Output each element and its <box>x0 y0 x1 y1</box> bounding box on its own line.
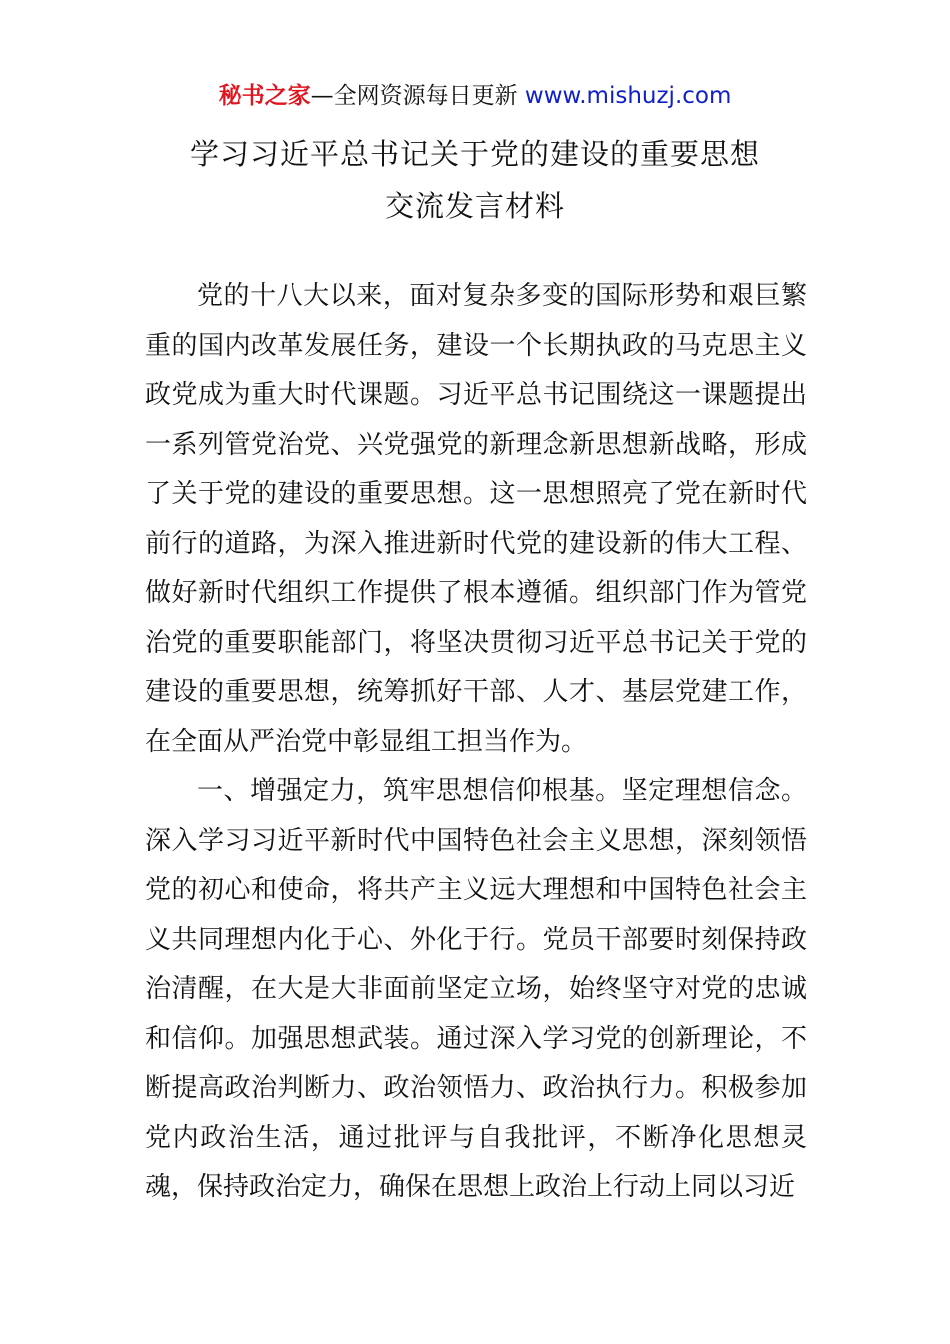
site-header-banner <box>0 80 950 112</box>
document-body <box>145 272 807 1213</box>
body-paragraph-intro: 党的十八大以来，面对复杂多变的国际形势和艰巨繁重的国内改革发展任务，建设一个长期执政的马克思主义政党成为重大时代课题。习近平总书记围绕这一课题提出一系列管党治党、兴党强党的新理念新思想新战略，形成了关于党的建设的重要思想。这一思想照亮了党在新时代前行的道路，为深入推进新时代党的建设新的伟大工程、做好新时代组织工作提供了根本遵循。组织部门作为管党治党的重要职能部门，将坚决贯彻习近平总书记关于党的建设的重要思想，统筹抓好干部、人才、基层党建工作，在全面从严治党中彰显组工担当作为。 <box>145 281 807 757</box>
site-url-link[interactable]: www.mishuzj.com <box>524 83 732 109</box>
brand-name: 秘书之家 <box>218 83 311 109</box>
document-title <box>0 128 950 232</box>
title-line-2: 交流发言材料 <box>384 189 565 223</box>
title-line-1: 学习习近平总书记关于党的建设的重要思想 <box>189 137 760 171</box>
header-tagline: —全网资源每日更新 <box>310 83 525 109</box>
body-paragraph-section-1: 一、增强定力，筑牢思想信仰根基。坚定理想信念。深入学习习近平新时代中国特色社会主义思想，深刻领悟党的初心和使命，将共产主义远大理想和中国特色社会主义共同理想内化于心、外化于行。党员干部要时刻保持政治清醒，在大是大非面前坚定立场，始终坚守对党的忠诚和信仰。加强思想武装。通过深入学习党的创新理论，不断提高政治判断力、政治领悟力、政治执行力。积极参加党内政治生活，通过批评与自我批评，不断净化思想灵魂，保持政治定力，确保在思想上政治上行动上同以习近 <box>145 776 807 1202</box>
